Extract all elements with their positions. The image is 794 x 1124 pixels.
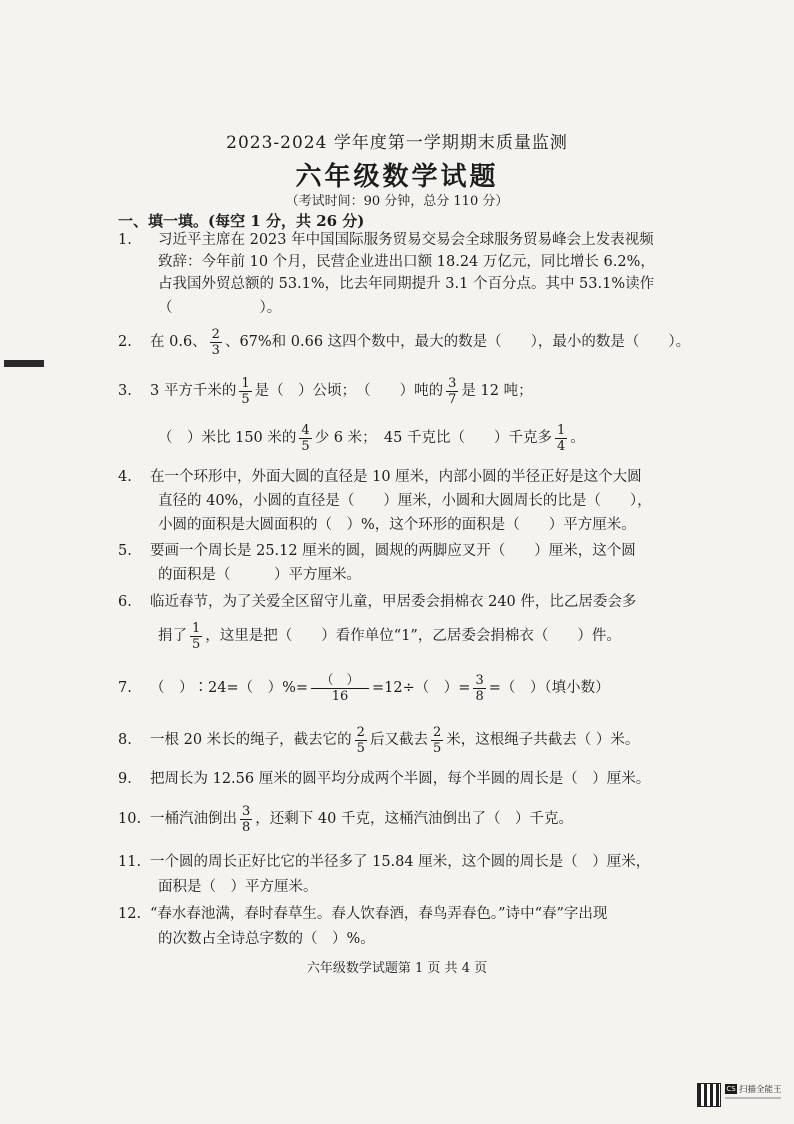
- question-number: 2.: [118, 334, 132, 350]
- fraction: [355, 725, 367, 756]
- question-1-line3: 占我国外贸总额的 53.1%，比去年同期提升 3.1 个百分点。其中 53.1%读作: [158, 276, 655, 292]
- question-3-text-b: 是（ ）公顷； （ ）吨的: [254, 383, 444, 399]
- exam-subtitle: （考试时间：90 分钟，总分 110 分）: [285, 194, 509, 209]
- question-10-text-a: 一桶汽油倒出: [150, 811, 237, 827]
- question-4-line2: 直径的 40%，小圆的直径是（ ）厘米，小圆和大圆周长的比是（ ），: [158, 493, 652, 509]
- question-1-line4: （ ）。: [158, 300, 282, 316]
- exam-title: 六年级数学试题: [295, 162, 499, 192]
- fraction-numerator: 4: [301, 422, 310, 438]
- question-11-line1: 一个圆的周长正好比它的半径多了 15.84 厘米，这个圆的周长是（ ）厘米，: [150, 854, 651, 870]
- fraction: [431, 725, 443, 756]
- fraction-denominator: 5: [192, 636, 201, 652]
- fraction-numerator: 3: [448, 375, 457, 391]
- fraction-numerator: （ ）: [311, 673, 369, 689]
- question-3-text-e: 少 6 米； 45 千克比（ ）千克多: [314, 430, 552, 446]
- question-7-text-a: （ ）∶24=（ ）%=: [150, 680, 309, 696]
- question-12-line2: 的次数占全诗总字数的（ ）%。: [158, 931, 375, 947]
- question-number: 1.: [118, 232, 132, 248]
- fraction-numerator: 3: [242, 803, 251, 819]
- question-11-line2: 面积是（ ）平方厘米。: [158, 879, 318, 895]
- question-3-text-g: 。: [570, 430, 585, 446]
- question-5-line2: 的面积是（ ）平方厘米。: [158, 567, 361, 583]
- fraction: [555, 423, 567, 454]
- fraction: [473, 673, 485, 704]
- fraction-denominator: 5: [356, 740, 365, 756]
- question-2-text-b: 、67%和 0.66 这四个数中，最大的数是（ ），最小的数是（ ）。: [224, 334, 691, 350]
- question-8-text-b: 后又截去: [369, 732, 428, 748]
- fraction-denominator: 3: [211, 342, 220, 358]
- question-5-line1: 要画一个周长是 25.12 厘米的圆，圆规的两脚应叉开（ ）厘米，这个圆: [150, 543, 636, 559]
- question-number: 9.: [118, 771, 132, 787]
- question-2-text-a: 在 0.6、: [150, 334, 207, 350]
- question-9-line1: 把周长为 12.56 厘米的圆平均分成两个半圆，每个半圆的周长是（ ）厘米。: [150, 771, 651, 787]
- qr-code-icon: [697, 1083, 721, 1107]
- page-footer: 六年级数学试题第 1 页 共 4 页: [306, 961, 488, 976]
- exam-title-line1: 2023-2024 学年度第一学期期末质量监测: [226, 133, 568, 153]
- question-8: [150, 720, 639, 760]
- question-number: 8.: [118, 732, 132, 748]
- fraction-denominator: 8: [475, 688, 484, 704]
- question-number: 12.: [118, 906, 142, 922]
- camscanner-logo: CS: [726, 1085, 736, 1093]
- fraction-denominator: 16: [331, 688, 349, 704]
- question-8-text-a: 一根 20 米长的绳子，截去它的: [150, 732, 352, 748]
- fraction-numerator: 1: [241, 375, 250, 391]
- fraction: [299, 423, 311, 454]
- question-3-line2: [158, 418, 585, 458]
- question-10-text-b: ，还剩下 40 千克，这桶汽油倒出了（ ）千克。: [255, 811, 573, 827]
- fraction: [239, 376, 251, 407]
- fraction: [190, 621, 202, 652]
- question-7: [150, 668, 610, 708]
- question-6-line2: [158, 616, 621, 656]
- scan-edge-mark: [4, 360, 44, 367]
- question-1-line1: 习近平主席在 2023 年中国国际服务贸易交易会全球服务贸易峰会上发表视频: [158, 232, 654, 248]
- question-number: 10.: [118, 811, 142, 827]
- watermark-text: 扫描全能王: [739, 1085, 782, 1095]
- fraction-numerator: 1: [556, 422, 566, 438]
- question-3-text-c: 是 12 吨；: [461, 383, 533, 399]
- fraction: [311, 673, 369, 704]
- question-6-text-b: ，这里是把（ ）看作单位“1”，乙居委会捐棉衣（ ）件。: [205, 628, 621, 644]
- fraction: [240, 804, 252, 835]
- scanner-watermark: [697, 1083, 785, 1109]
- question-8-text-c: 米，这根绳子共截去（ ）米。: [446, 732, 640, 748]
- question-number: 7.: [118, 680, 132, 696]
- question-number: 6.: [118, 594, 132, 610]
- question-4-line3: 小圆的面积是大圆面积的（ ）%，这个环形的面积是（ ）平方厘米。: [158, 517, 636, 533]
- fraction-numerator: 3: [475, 672, 484, 688]
- question-number: 11.: [118, 854, 142, 870]
- question-7-text-b: =12÷（ ）=: [372, 680, 471, 696]
- question-1-line2: 致辞：今年前 10 个月，民营企业进出口额 18.24 万亿元，同比增长 6.2%，: [158, 254, 655, 270]
- fraction: [210, 327, 222, 358]
- fraction: [446, 376, 458, 407]
- fraction-denominator: 4: [556, 438, 566, 454]
- fraction-numerator: 2: [432, 724, 442, 740]
- fraction-numerator: 2: [356, 724, 365, 740]
- question-7-text-c: =（ ）（填小数）: [488, 680, 610, 696]
- question-3-text-a: 3 平方千米的: [150, 383, 237, 399]
- fraction-numerator: 2: [211, 326, 220, 342]
- question-6-line1: 临近春节，为了关爱全区留守儿童，甲居委会捐棉衣 240 件，比乙居委会多: [150, 594, 637, 610]
- watermark-divider: [725, 1097, 781, 1099]
- question-3-text-d: （ ）米比 150 米的: [158, 430, 297, 446]
- question-number: 5.: [118, 543, 132, 559]
- question-10: [150, 799, 573, 839]
- fraction-denominator: 5: [241, 391, 250, 407]
- question-12-line1: “春水春池满，春时春草生。春人饮春酒，春鸟弄春色。”诗中“春”字出现: [150, 906, 608, 922]
- question-3-line1: [150, 371, 533, 411]
- fraction-denominator: 5: [432, 740, 442, 756]
- question-6-text-a: 捐了: [158, 628, 187, 644]
- question-2: [150, 322, 690, 362]
- question-number: 3.: [118, 383, 132, 399]
- fraction-numerator: 1: [192, 620, 201, 636]
- fraction-denominator: 8: [242, 819, 251, 835]
- question-4-line1: 在一个环形中，外面大圆的直径是 10 厘米，内部小圆的半径正好是这个大圆: [150, 469, 642, 485]
- fraction-denominator: 7: [448, 391, 457, 407]
- fraction-denominator: 5: [301, 438, 310, 454]
- section-title: 一、填一填。(每空 1 分，共 26 分): [118, 212, 365, 230]
- question-number: 4.: [118, 469, 132, 485]
